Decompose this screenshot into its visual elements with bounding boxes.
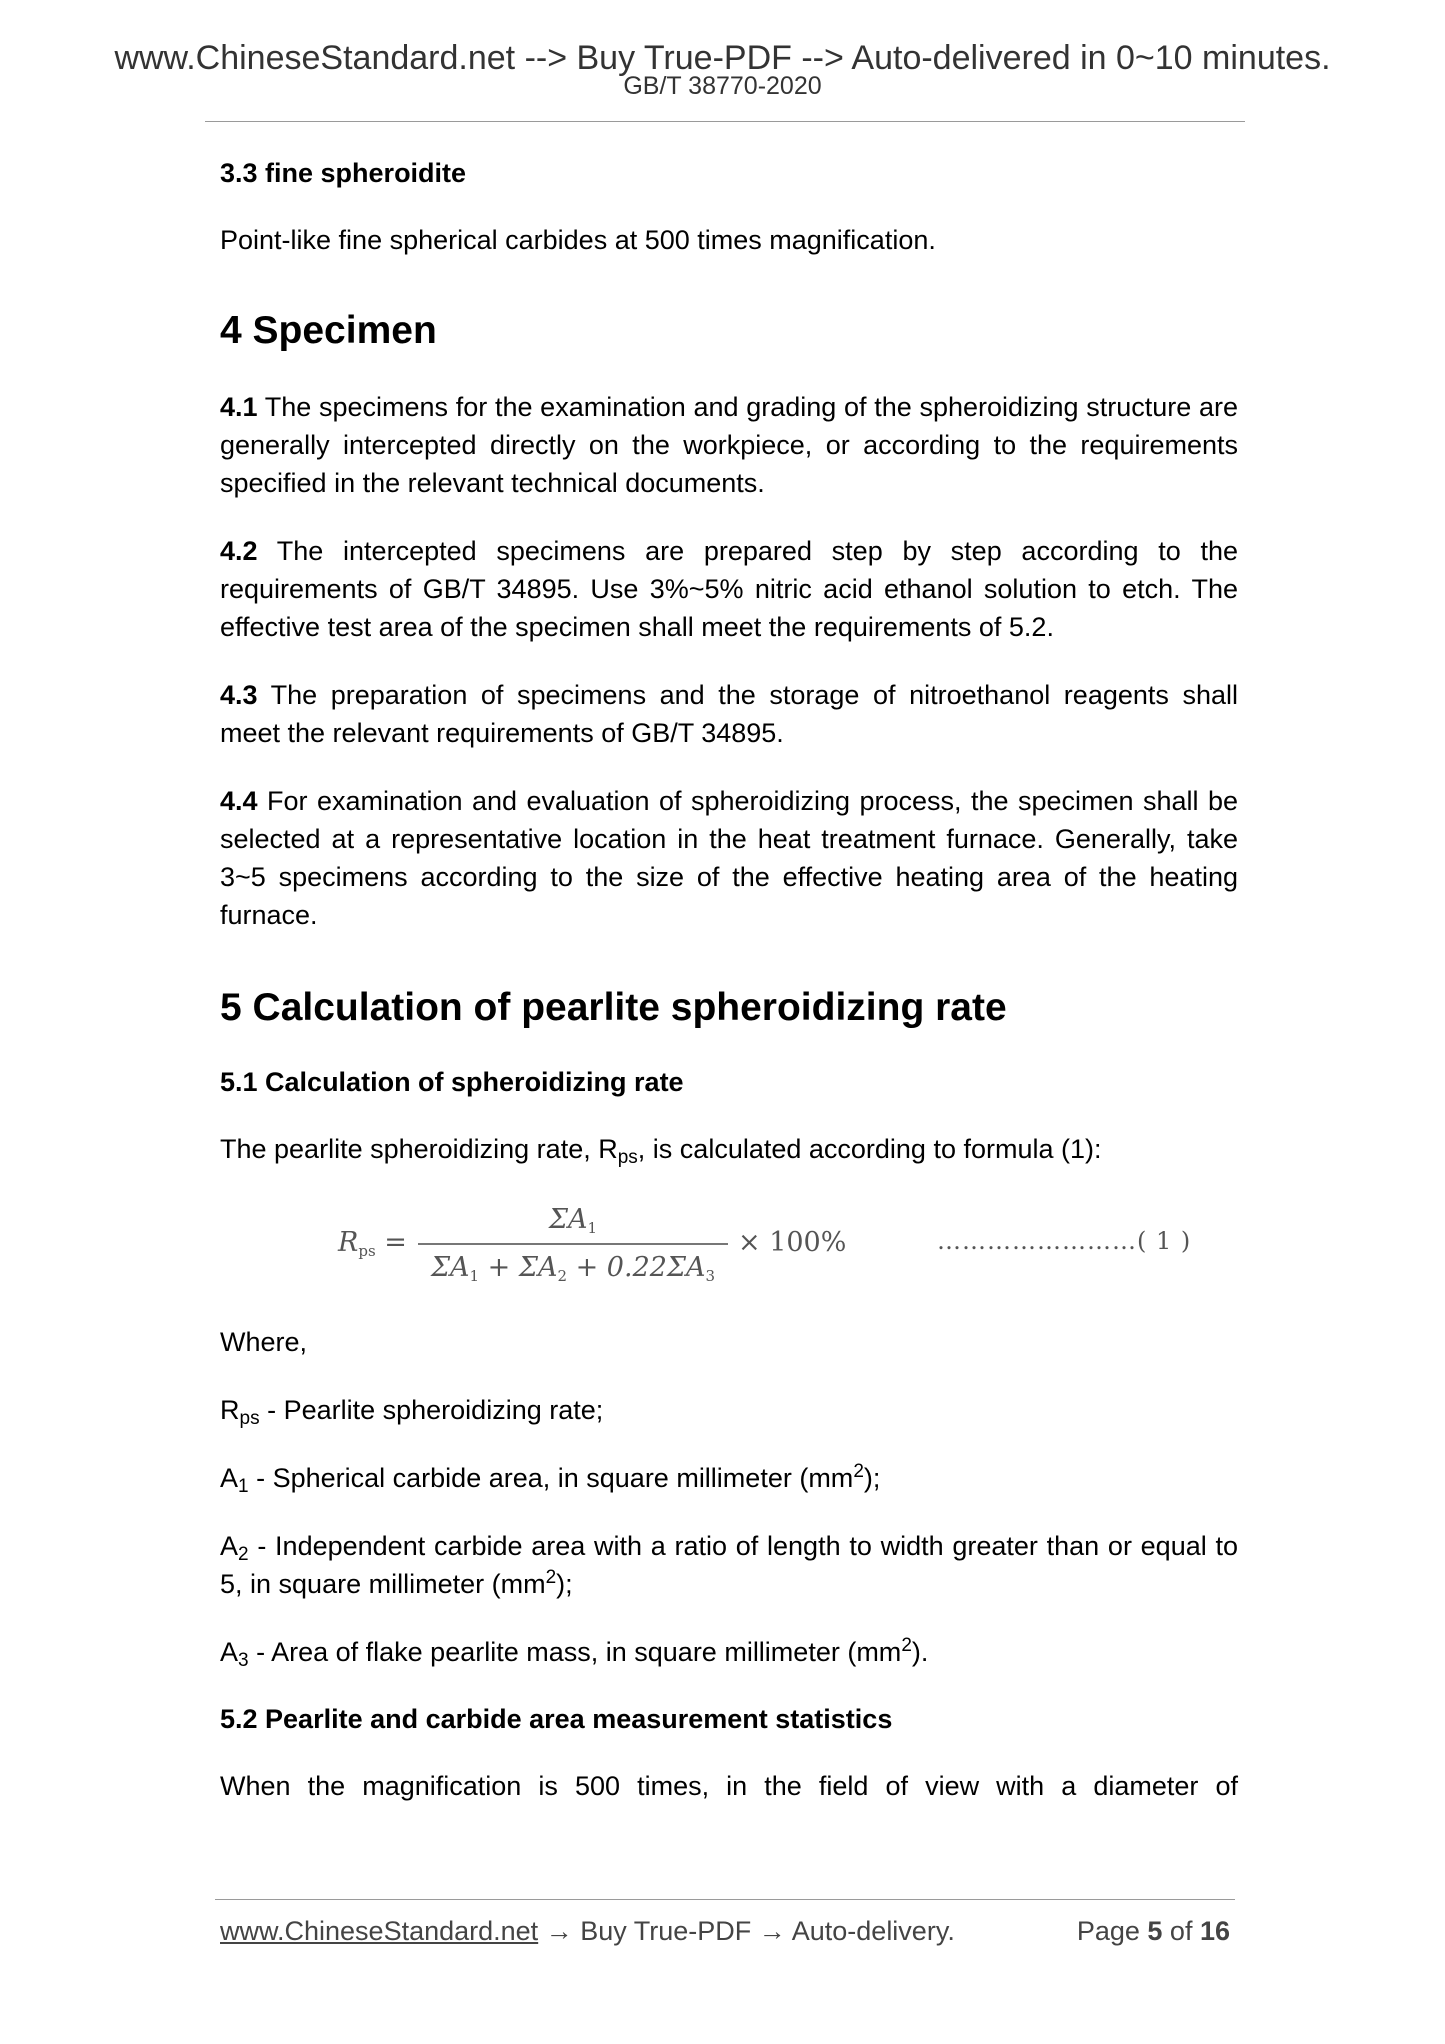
subscript: 3 — [238, 1650, 249, 1671]
equals-sign: = — [375, 1227, 407, 1258]
formula-denominator — [418, 1249, 728, 1287]
formula-multiplier: × 100% — [738, 1227, 847, 1258]
symbol: R — [220, 1395, 240, 1425]
definition-a1 — [220, 1459, 1238, 1497]
footer-buy-text: → Buy True-PDF → Auto-delivery. — [538, 1916, 955, 1946]
paragraph-text: For examination and evaluation of spheroidizing process, the specimen shall be selected at a representative location in the heat treatment furnace. Generally, take 3~5 specimens according to the size of the effective heating area of the heating furnace. — [220, 786, 1238, 930]
section-5-heading: 5 Calculation of pearlite spheroidizing rate — [220, 986, 1007, 1029]
subscript: 1 — [587, 1219, 598, 1237]
subscript: 2 — [557, 1267, 568, 1285]
definition-a2 — [220, 1527, 1238, 1603]
definition-text: - Area of flake pearlite mass, in square millimeter (mm — [248, 1637, 902, 1667]
definition-a3 — [220, 1633, 1238, 1671]
header-rule — [205, 121, 1245, 122]
section-5-2-text: When the magnification is 500 times, in the field of view with a diameter of — [220, 1771, 1238, 1801]
subscript: 1 — [469, 1267, 480, 1285]
definition-text: - Pearlite spheroidizing rate; — [259, 1395, 604, 1425]
section-5-2-heading: 5.2 Pearlite and carbide area measurement statistics — [220, 1704, 893, 1734]
symbol: A — [220, 1637, 239, 1667]
formula-numerator — [418, 1201, 728, 1239]
symbol: A — [220, 1463, 239, 1493]
formula-symbol: R — [338, 1227, 359, 1258]
subscript: 1 — [238, 1476, 249, 1497]
superscript: 2 — [853, 1461, 864, 1482]
intro-text: The pearlite spheroidizing rate, R — [220, 1134, 618, 1164]
fraction-bar — [418, 1243, 728, 1245]
section-5-1-heading: 5.1 Calculation of spheroidizing rate — [220, 1067, 684, 1097]
definition-text: - Spherical carbide area, in square millimeter (mm — [248, 1463, 854, 1493]
page-footer — [220, 1916, 1230, 1950]
section-3-3-text: Point-like fine spherical carbides at 500 times magnification. — [220, 225, 936, 255]
paragraph-number: 4.1 — [220, 392, 258, 422]
paragraph-4-3 — [220, 676, 1238, 752]
page-indicator — [1077, 1916, 1230, 1947]
page-number: 5 — [1147, 1916, 1163, 1946]
formula-fraction — [418, 1201, 728, 1287]
formula-term: ΣA — [548, 1204, 588, 1235]
page-content — [220, 150, 1238, 1805]
subscript: ps — [358, 1242, 376, 1260]
subscript: 2 — [238, 1544, 249, 1565]
paragraph-text: The specimens for the examination and grading of the spheroidizing structure are generally intercepted directly on the workpiece, or according to the requirements specified in the relevant technical documents. — [220, 392, 1238, 498]
formula-intro — [220, 1130, 1238, 1168]
paragraph-text: The preparation of specimens and the storage of nitroethanol reagents shall meet the relevant requirements of GB/T 34895. — [220, 680, 1238, 748]
paragraph-number: 4.4 — [220, 786, 258, 816]
definition-text: ). — [911, 1637, 929, 1667]
superscript: 2 — [901, 1635, 912, 1656]
formula-term: + 0.22ΣA — [567, 1252, 706, 1283]
paragraph-number: 4.3 — [220, 680, 258, 710]
section-4-heading: 4 Specimen — [220, 309, 437, 352]
footer-rule — [215, 1899, 1235, 1900]
paragraph-number: 4.2 — [220, 536, 258, 566]
subscript: ps — [239, 1408, 260, 1429]
subscript: 3 — [705, 1267, 716, 1285]
equation-number: ……………………( 1 ) — [937, 1227, 1192, 1255]
paragraph-4-1 — [220, 388, 1238, 502]
page-total: 16 — [1199, 1916, 1230, 1946]
definition-text: ); — [556, 1569, 573, 1599]
where-label: Where, — [220, 1327, 308, 1357]
top-banner: www.ChineseStandard.net --> Buy True-PDF --> Auto-delivered in 0~10 minutes. — [114, 39, 1331, 77]
of-label: of — [1162, 1916, 1200, 1946]
definition-text: - Independent carbide area with a ratio of length to width greater than or equal to 5, in square millimeter (mm — [220, 1531, 1238, 1599]
superscript: 2 — [545, 1567, 557, 1588]
section-3-3-heading: 3.3 fine spheroidite — [220, 158, 467, 188]
paragraph-4-2 — [220, 532, 1238, 646]
definition-rps — [220, 1391, 1238, 1429]
footer-link[interactable]: www.ChineseStandard.net — [220, 1916, 539, 1946]
definition-text: ); — [863, 1463, 881, 1493]
subscript: ps — [617, 1147, 638, 1168]
formula-term: + ΣA — [479, 1252, 558, 1283]
footer-promo — [220, 1916, 955, 1947]
intro-text: , is calculated according to formula (1): — [637, 1134, 1102, 1164]
formula-lhs — [338, 1227, 407, 1258]
paragraph-4-4 — [220, 782, 1238, 934]
document-code: GB/T 38770-2020 — [623, 72, 822, 100]
paragraph-text: The intercepted specimens are prepared step by step according to the requirements of GB/T 34895. Use 3%~5% nitric acid ethanol solution to etch. The effective test area of the specimen shall meet the requirements of 5.2. — [220, 536, 1239, 642]
formula-term: ΣA — [430, 1252, 470, 1283]
page-label: Page — [1076, 1916, 1148, 1946]
symbol: A — [220, 1531, 239, 1561]
formula-1 — [220, 1193, 1238, 1303]
